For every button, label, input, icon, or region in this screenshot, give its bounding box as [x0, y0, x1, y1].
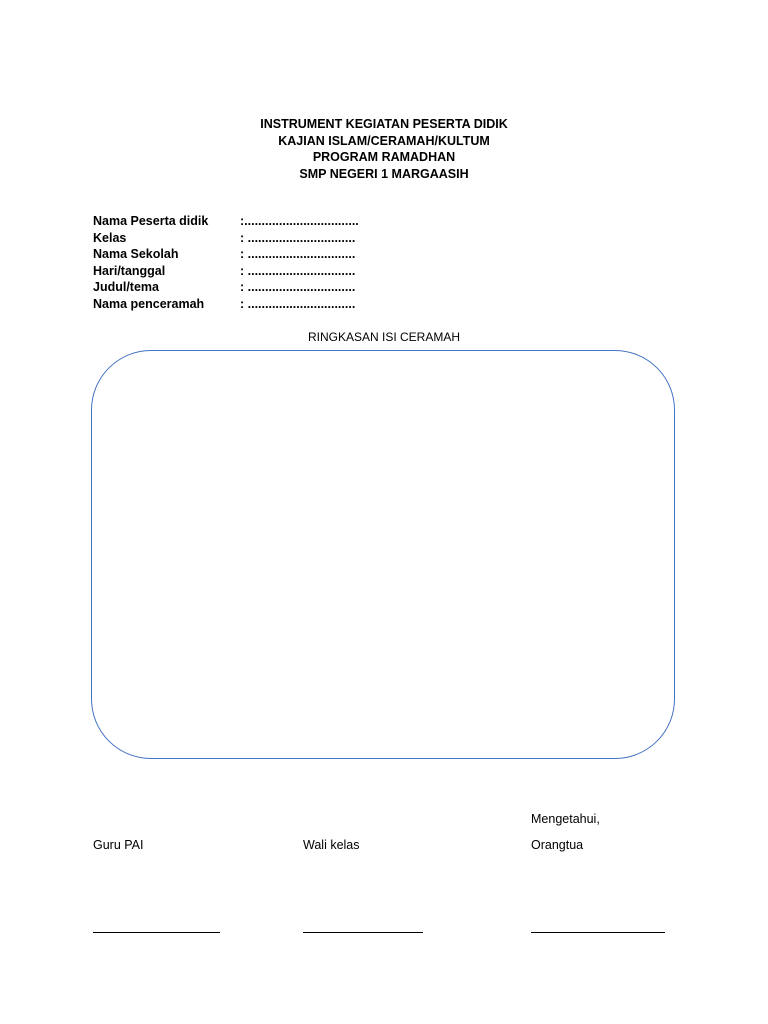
- field-row-nama-penceramah: [93, 296, 359, 313]
- title-line-kajian: KAJIAN ISLAM/CERAMAH/KULTUM: [278, 133, 490, 148]
- field-blank: :.................................: [240, 214, 359, 228]
- signature-line-wali-kelas: [303, 932, 423, 933]
- signature-line-orangtua: [531, 932, 665, 933]
- field-label: Nama penceramah: [93, 296, 205, 311]
- field-blank: : ...............................: [240, 263, 356, 278]
- field-row-judul-tema: [93, 279, 359, 296]
- field-label: Nama Sekolah: [93, 247, 179, 261]
- student-info-fields: [93, 213, 359, 312]
- acknowledgement-label: Mengetahui,: [531, 812, 600, 826]
- field-label: Kelas: [93, 230, 127, 245]
- field-label: Hari/tanggal: [93, 263, 166, 278]
- field-row-nama-sekolah: [93, 246, 359, 263]
- field-row-nama-peserta: [93, 213, 359, 230]
- signature-label-guru-pai: Guru PAI: [93, 838, 144, 852]
- signature-label-orangtua: Orangtua: [531, 838, 584, 852]
- field-blank: : ...............................: [240, 296, 356, 311]
- summary-box: [91, 350, 675, 759]
- field-blank: : ...............................: [240, 230, 356, 245]
- signature-line-guru-pai: [93, 932, 220, 933]
- title-line-instrument: INSTRUMENT KEGIATAN PESERTA DIDIK: [260, 117, 508, 131]
- summary-heading: RINGKASAN ISI CERAMAH: [307, 330, 461, 344]
- document-title: [0, 116, 768, 182]
- field-row-hari-tanggal: [93, 263, 359, 280]
- title-line-program: PROGRAM RAMADHAN: [312, 150, 456, 164]
- field-blank: : ...............................: [240, 280, 356, 294]
- signature-label-wali-kelas: Wali kelas: [303, 838, 360, 852]
- field-row-kelas: [93, 230, 359, 247]
- field-blank: : ...............................: [240, 247, 356, 261]
- title-line-school: SMP NEGERI 1 MARGAASIH: [299, 166, 469, 181]
- field-label: Judul/tema: [93, 280, 159, 294]
- field-label: Nama Peserta didik: [93, 214, 209, 228]
